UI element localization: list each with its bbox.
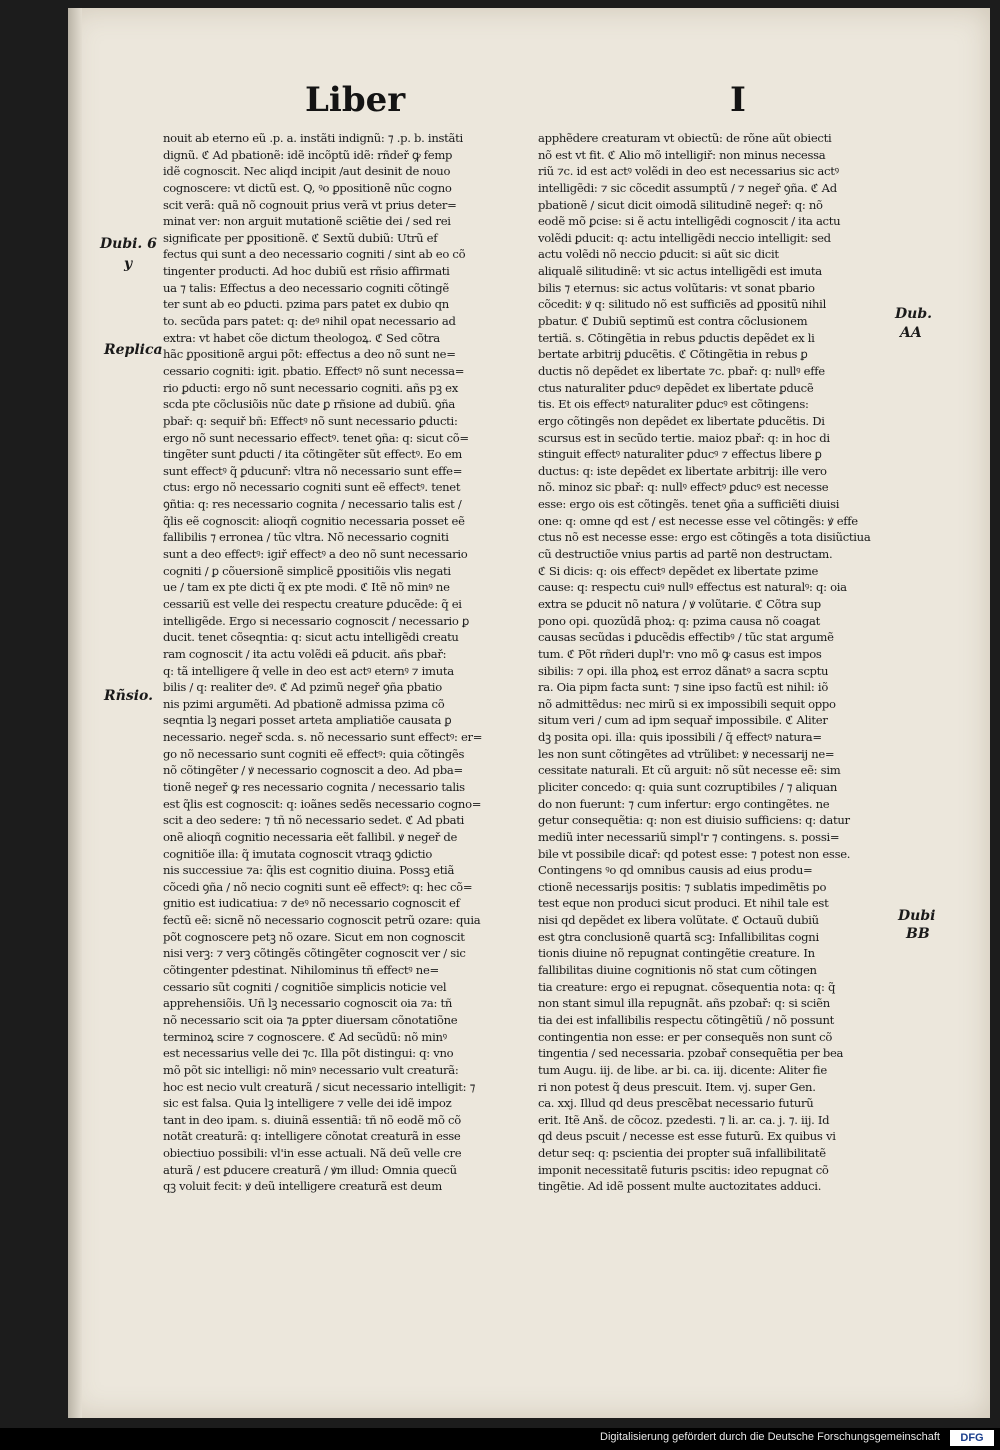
text-line: cessitate naturali. Et cũ arguit: nõ sũt necesse eẽ: sim [538, 763, 841, 778]
text-line: hãc ꝑpositionẽ argui põt: effectus a deo nõ sunt ne= [163, 347, 456, 362]
text-line: ctus: ergo nõ necessario cogniti sunt eẽ effectꝰ. tenet [163, 480, 461, 495]
text-line: mediũ inter necessariũ simpl'r ⁊ contingens. s. possi= [538, 829, 840, 844]
footer-credit: Digitalisierung gefördert durch die Deutsche Forschungsgemeinschaft [600, 1431, 940, 1443]
margin-note-dub-right-2: Dubi [898, 908, 936, 924]
text-line: nõ. minoz sic pbař: q: nullꝰ effectꝰ ꝑducꝰ est necesse [538, 480, 829, 495]
text-line: bile vt possibile dicař: qd potest esse: ⁊ potest non esse. [538, 846, 851, 861]
text-line: aliqualẽ silitudinẽ: vt sic actus intelligẽdi est imuta [538, 264, 822, 279]
text-line: les non sunt cõtingẽtes ad vtrũlibet: ꝟ necessarij ne= [538, 746, 835, 761]
text-line: fallibilitas diuine cognitionis nõ stat cum cõtingen [538, 963, 817, 978]
text-line: tionẽ negeř ꝙ res necessario cognita / necessario talis [163, 779, 465, 794]
text-line: gnitio est iudicatiua: ⁊ deꝰ nõ necessario cognoscit ef [163, 896, 460, 911]
text-line: ri non potest q̃ deus prescuit. Item. vj. super Gen. [538, 1079, 816, 1094]
text-line: tis. Et ois effectꝰ naturaliter ꝑducꝰ est cõtingens: [538, 397, 809, 412]
text-line: intelligẽde. Ergo si necessario cognoscit / necessario ꝑ [163, 613, 469, 628]
text-line: aturã / est ꝑducere creaturã / ꝟm illud: Omnia quecũ [163, 1162, 457, 1177]
margin-note-mark: y [124, 256, 133, 272]
text-line: extra se ꝑducit nõ natura / ꝟ volũtarie. ℭ Cõtra sup [538, 596, 821, 611]
text-line: cause: q: respectu cuiꝰ nullꝰ effectus est naturalꝰ: q: oia [538, 580, 847, 595]
text-line: nõ necessario scit oia ⁊a ꝑpter diuersam cõnotatiõne [163, 1012, 458, 1027]
text-line: apprehensiõis. Uñ lꝫ necessario cognoscit oia ⁊a: tñ [163, 996, 453, 1011]
text-line: nõ cõtingẽter / ꝟ necessario cognoscit a deo. Ad pba= [163, 763, 463, 778]
running-head-left: Liber [305, 80, 406, 120]
text-line: pbationẽ / sicut dicit oimodã silitudinẽ negeř: q: nõ [538, 197, 823, 212]
text-line: sic est falsa. Quia lꝫ intelligere ⁊ velle dei idẽ impoz [163, 1096, 452, 1111]
text-line: idẽ cognoscit. Nec aliqd incipit /aut desinit de nouo [163, 164, 451, 179]
text-line: volẽdi ꝑducit: q: actu intelligẽdi neccio intelligit: sed [538, 230, 831, 245]
text-line: Contingens ꝰo qd omnibus causis ad eius produ= [538, 863, 813, 878]
text-line: tia dei est infallibilis respectu cõtingẽtiũ / nõ possunt [538, 1012, 835, 1027]
margin-note-responsio: Rñsio. [104, 688, 153, 704]
text-line: nisi qd depẽdet ex libera volũtate. ℭ Octauũ dubiũ [538, 913, 819, 928]
text-line: tant in deo ipam. s. diuinã essentiã: tñ nõ eodẽ mõ cõ [163, 1112, 461, 1127]
text-line: cessario cogniti: igit. pbatio. Effectꝰ nõ sunt necessa= [163, 363, 465, 378]
text-line: ctionẽ necessarijs positis: ⁊ sublatis impedimẽtis po [538, 879, 827, 894]
text-line: imponit necessitatẽ futuris pscitis: ideo repugnat cõ [538, 1162, 829, 1177]
text-line: ℭ Si dicis: q: ois effectꝰ depẽdet ex libertate pzime [538, 563, 819, 578]
text-line: bilis / q: realiter deꝰ. ℭ Ad pzimũ negeř ꝯña pbatio [163, 680, 442, 695]
text-line: situm veri / cum ad ipm sequař impossibile. ℭ Aliter [538, 713, 828, 728]
text-line: actu volẽdi nõ neccio ꝑducit: si aũt sic dicit [538, 247, 779, 262]
text-line: nõ est vt fit. ℭ Alio mõ intelligiř: non minus necessa [538, 147, 826, 162]
text-line: fectus qui sunt a deo necessario cogniti / sint ab eo cõ [163, 247, 466, 262]
text-line: non stant simul illa repugnãt. añs pzobař: q: si sciẽn [538, 996, 830, 1011]
text-line: cessario sũt cogniti / cognitiõe simplicis noticie vel [163, 979, 447, 994]
text-line: fallibilis ⁊ erronea / tũc vltra. Nõ necessario cogniti [163, 530, 449, 545]
running-head-right: I [730, 80, 746, 120]
text-line: scursus est in secũdo tertie. maioz pbař: q: in hoc di [538, 430, 830, 445]
text-line: do non fuerunt: ⁊ cum infertur: ergo contingẽtes. ne [538, 796, 830, 811]
text-line: detur seq: q: pscientia dei propter suã infallibilitatẽ [538, 1146, 826, 1161]
text-line: tingentia / sed necessaria. pzobař consequẽtia per bea [538, 1046, 844, 1061]
text-line: go nõ necessario sunt cogniti eẽ effectꝰ: quia cõtingẽs [163, 746, 465, 761]
text-line: sunt effectꝰ q̃ ꝑducunř: vltra nõ necessario sunt effe= [163, 463, 463, 478]
text-line: tionis diuine nõ repugnat contingẽtie creature. In [538, 946, 815, 961]
text-line: necessario. negeř scda. s. nõ necessario sunt effectꝰ: er= [163, 730, 483, 745]
margin-note-replica: Replica [104, 342, 163, 358]
text-line: cogniti / ꝑ cõuersionẽ simplicẽ ꝑpositiõis vlis negati [163, 563, 451, 578]
text-line: bertate arbitrij ꝑducẽtis. ℭ Cõtingẽtia in rebus ꝑ [538, 347, 808, 362]
text-line: seqntia lꝫ negari posset arteta ampliatiõe causata ꝑ [163, 713, 452, 728]
text-line: tum. ℭ Põt rñderi dupl'r: vno mõ ꝙ casus est impos [538, 646, 822, 661]
text-line: sunt a deo effectꝰ: igiř effectꝰ a deo nõ sunt necessario [163, 547, 468, 562]
text-line: erit. Itẽ Anš. de cõcoz. pzedesti. ⁊ li. ar. ca. j. ⁊. iij. Id [538, 1112, 830, 1127]
text-line: cõtingenter pdestinat. Nihilominus tñ effectꝰ ne= [163, 963, 439, 978]
text-line: ue / tam ex pte dicti q̃ ex pte modi. ℭ Itẽ nõ minꝰ ne [163, 580, 450, 595]
text-line: cessariũ est velle dei respectu creature ꝑducẽde: q̃ ei [163, 596, 462, 611]
text-line: q̃lis eẽ cognoscit: alioqñ cognitio necessaria posset eẽ [163, 513, 465, 528]
text-line: eodẽ mõ ꝑcise: si ẽ actu intelligẽdi cognoscit / ita actu [538, 214, 841, 229]
text-line: pono opi. quozũdã phoꝝ: q: pzima causa nõ coagat [538, 613, 821, 628]
text-line: dꝫ posita opi. illa: quis ipossibili / q̃ effectꝰ natura= [538, 730, 822, 745]
text-line: est necessarius velle dei ⁊c. Illa põt distingui: q: vno [163, 1046, 454, 1061]
text-line: obiectiuo possibili: vl'in esse actuali. Nã deũ velle cre [163, 1146, 462, 1161]
text-line: contingentia non esse: er per consequẽs non sunt cõ [538, 1029, 833, 1044]
text-line: ergo cõtingẽs non depẽdet ex libertate ꝑducẽtis. Di [538, 413, 825, 428]
text-line: est q̃lis est cognoscit: q: ioãnes sedẽs necessario cogno= [163, 796, 482, 811]
text-line: test eque non produci sicut produci. Et nihil tale est [538, 896, 829, 911]
text-line: ductis nõ depẽdet ex libertate ⁊c. pbař: q: nullꝰ effe [538, 363, 825, 378]
text-line: ctus naturaliter ꝑducꝰ depẽdet ex libertate ꝑducẽ [538, 380, 814, 395]
text-line: onẽ alioqñ cognitio necessaria eẽt fallibil. ꝟ negeř de [163, 829, 458, 844]
text-line: esse: ergo ois est cõtingẽs. tenet ꝯña a sufficiẽti diuisi [538, 497, 840, 512]
text-line: scda pte cõclusiõis nũc date ꝑ rñsione ad dubiũ. ꝯña [163, 397, 456, 412]
text-column-right [538, 130, 910, 1195]
text-line: ua ⁊ talis: Effectus a deo necessario cogniti cõtingẽ [163, 280, 449, 295]
text-line: tum Augu. iij. de libe. ar bi. ca. iij. dicente: Aliter fie [538, 1062, 827, 1077]
text-line: ctus nõ est necesse esse: ergo est cõtingẽs a tota disiũctiua [538, 530, 871, 545]
text-line: tertiã. s. Cõtingẽtia in rebus ꝑductis depẽdet ex li [538, 330, 815, 345]
text-line: tingenter producti. Ad hoc dubiũ est rñsio affirmati [163, 264, 450, 279]
text-line: pliciter concedo: q: quia sunt cozruptibiles / ⁊ aliquan [538, 779, 838, 794]
text-line: nouit ab eterno eũ .p. a. instãti indignũ: ⁊ .p. b. instãti [163, 131, 463, 145]
text-line: ram cognoscit / ita actu volẽdi eã ꝑducit. añs pbař: [163, 646, 447, 661]
text-line: nisi verꝫ: ⁊ verꝫ cõtingẽs cõtingẽter cognoscit ver / sic [163, 946, 466, 961]
dfg-logo: DFG [950, 1430, 994, 1446]
text-line: ductus: q: iste depẽdet ex libertate arbitrij: ille vero [538, 463, 827, 478]
text-line: mõ põt sic intelligi: nõ minꝰ necessario vult creaturã: [163, 1062, 459, 1077]
text-line: ter sunt ab eo ꝑducti. pzima pars patet ex dubio qn [163, 297, 449, 312]
text-line: apphẽdere creaturam vt obiectũ: de rõne aũt obiecti [538, 131, 832, 145]
text-line: riũ ⁊c. id est actꝰ volẽdi in deo est necessarius sic actꝰ [538, 164, 839, 179]
text-line: minat ver: non arguit mutationẽ sciẽtie dei / sed rei [163, 214, 451, 229]
text-line: ca. xxj. Illud qd deus prescẽbat necessario futurũ [538, 1096, 814, 1111]
text-line: hoc est necio vult creaturã / sicut necessario intelligit: ⁊ [163, 1079, 476, 1094]
text-line: pbař: q: sequiř bñ: Effectꝰ nõ sunt necessario ꝑducti: [163, 413, 458, 428]
text-line: tingẽtie. Ad idẽ possent multe auctozitates adduci. [538, 1179, 822, 1194]
text-line: q: tã intelligere q̃ velle in deo est actꝰ eternꝰ ⁊ imuta [163, 663, 454, 678]
text-line: one: q: omne qd est / est necesse esse vel cõtingẽs: ꝟ effe [538, 513, 858, 528]
text-line: fectũ eẽ: sicnẽ nõ necessario cognoscit petrũ ozare: quia [163, 913, 481, 928]
text-line: dignũ. ℭ Ad pbationẽ: idẽ incõptũ idẽ: rñdeř ꝙ femp [163, 147, 453, 162]
text-line: bilis ⁊ eternus: sic actus volũtaris: vt sonat pbario [538, 280, 815, 295]
text-column-left [163, 130, 535, 1195]
margin-note-dub-right: Dub. [895, 306, 932, 322]
text-line: ꝯñtia: q: res necessario cognita / necessario talis est / [163, 497, 462, 512]
text-line: scit a deo sedere: ⁊ tñ nõ necessario sedet. ℭ Ad pbati [163, 813, 464, 828]
text-line: ducit. tenet cõseqntia: q: sicut actu intelligẽdi creatu [163, 630, 459, 645]
text-line: põt cognoscere petꝫ nõ ozare. Sicut em non cognoscit [163, 929, 465, 944]
text-line: cũ destructiõe vnius partis ad partẽ non destructam. [538, 547, 833, 562]
text-line: cognitiõe illa: q̃ imutata cognoscit vtraqꝫ ꝯdictio [163, 846, 433, 861]
text-line: causas secũdas i ꝑducẽdis effectibꝰ / tũc stat argumẽ [538, 630, 834, 645]
text-line: notãt creaturã: q: intelligere cõnotat creaturã in esse [163, 1129, 461, 1144]
text-line: stinguit effectꝰ naturaliter ꝑducꝰ ⁊ effectus libere ꝑ [538, 447, 822, 462]
text-line: getur consequẽtia: q: non est diuisio sufficiens: q: datur [538, 813, 850, 828]
text-line: ergo nõ sunt necessario effectꝰ. tenet ꝯña: q: sicut cõ= [163, 430, 469, 445]
text-line: qꝫ voluit fecit: ꝟ deũ intelligere creaturã est deum [163, 1179, 442, 1194]
page-gutter [68, 8, 82, 1418]
text-line: tingẽter sunt ꝑducti / ita cõtingẽter sũt effectꝰ. Eo em [163, 447, 462, 462]
text-line: cõcedit: ꝟ q: silitudo nõ est sufficiẽs ad ꝑpositũ nihil [538, 297, 826, 312]
text-line: cõcedi ꝯña / nõ necio cogniti sunt eẽ effectꝰ: q: hec cõ= [163, 879, 473, 894]
text-line: tia creature: ergo ei repugnat. cõsequentia nota: q: q̃ [538, 979, 836, 994]
text-line: rio ꝑducti: ergo nõ sunt necessario cogniti. añs pꝫ ex [163, 380, 458, 395]
text-line: to. secũda pars patet: q: deꝰ nihil opat necessario ad [163, 314, 456, 329]
margin-note-dubium: Dubi. 6 [100, 236, 157, 252]
text-line: nõ admittẽdus: nec mirũ si ex impossibili sequit oppo [538, 696, 836, 711]
text-line: est ꝯtra conclusionẽ quartã scꝫ: Infallibilitas cogni [538, 929, 819, 944]
text-line: terminoꝝ scire ⁊ cognoscere. ℭ Ad secũdũ: nõ minꝰ [163, 1029, 447, 1044]
text-line: pbatur. ℭ Dubiũ septimũ est contra cõclusionem [538, 314, 808, 329]
text-line: qd deus pscuit / necesse est esse futurũ. Ex quibus vi [538, 1129, 836, 1144]
text-line: nis pzimi argumẽti. Ad pbationẽ admissa pzima cõ [163, 696, 445, 711]
text-line: intelligẽdi: ⁊ sic cõcedit assumptũ / ⁊ negeř ꝯña. ℭ Ad [538, 180, 837, 195]
text-line: scit verã: quã nõ cognouit prius verã vt prius deter= [163, 197, 457, 212]
text-line: significate per ꝑpositionẽ. ℭ Sextũ dubiũ: Utrũ ef [163, 230, 438, 245]
text-line: ra. Oia pipm facta sunt: ⁊ sine ipso factũ est nihil: iõ [538, 680, 829, 695]
text-line: nis successiue ⁊a: q̃lis est cognitio diuina. Possꝫ etiã [163, 863, 455, 878]
text-line: extra: vt habet cõe dictum theologoꝝ. ℭ Sed cõtra [163, 330, 440, 345]
text-line: sibilis: ⁊ opi. illa phoꝝ est erroz dãnatꝰ a sacra scptu [538, 663, 829, 678]
text-line: cognoscere: vt dictũ est. Q, ꝰo ꝑpositionẽ nũc cogno [163, 180, 452, 195]
margin-note-mark-right: AA [900, 325, 922, 341]
margin-note-mark-right-2: BB [906, 926, 930, 942]
